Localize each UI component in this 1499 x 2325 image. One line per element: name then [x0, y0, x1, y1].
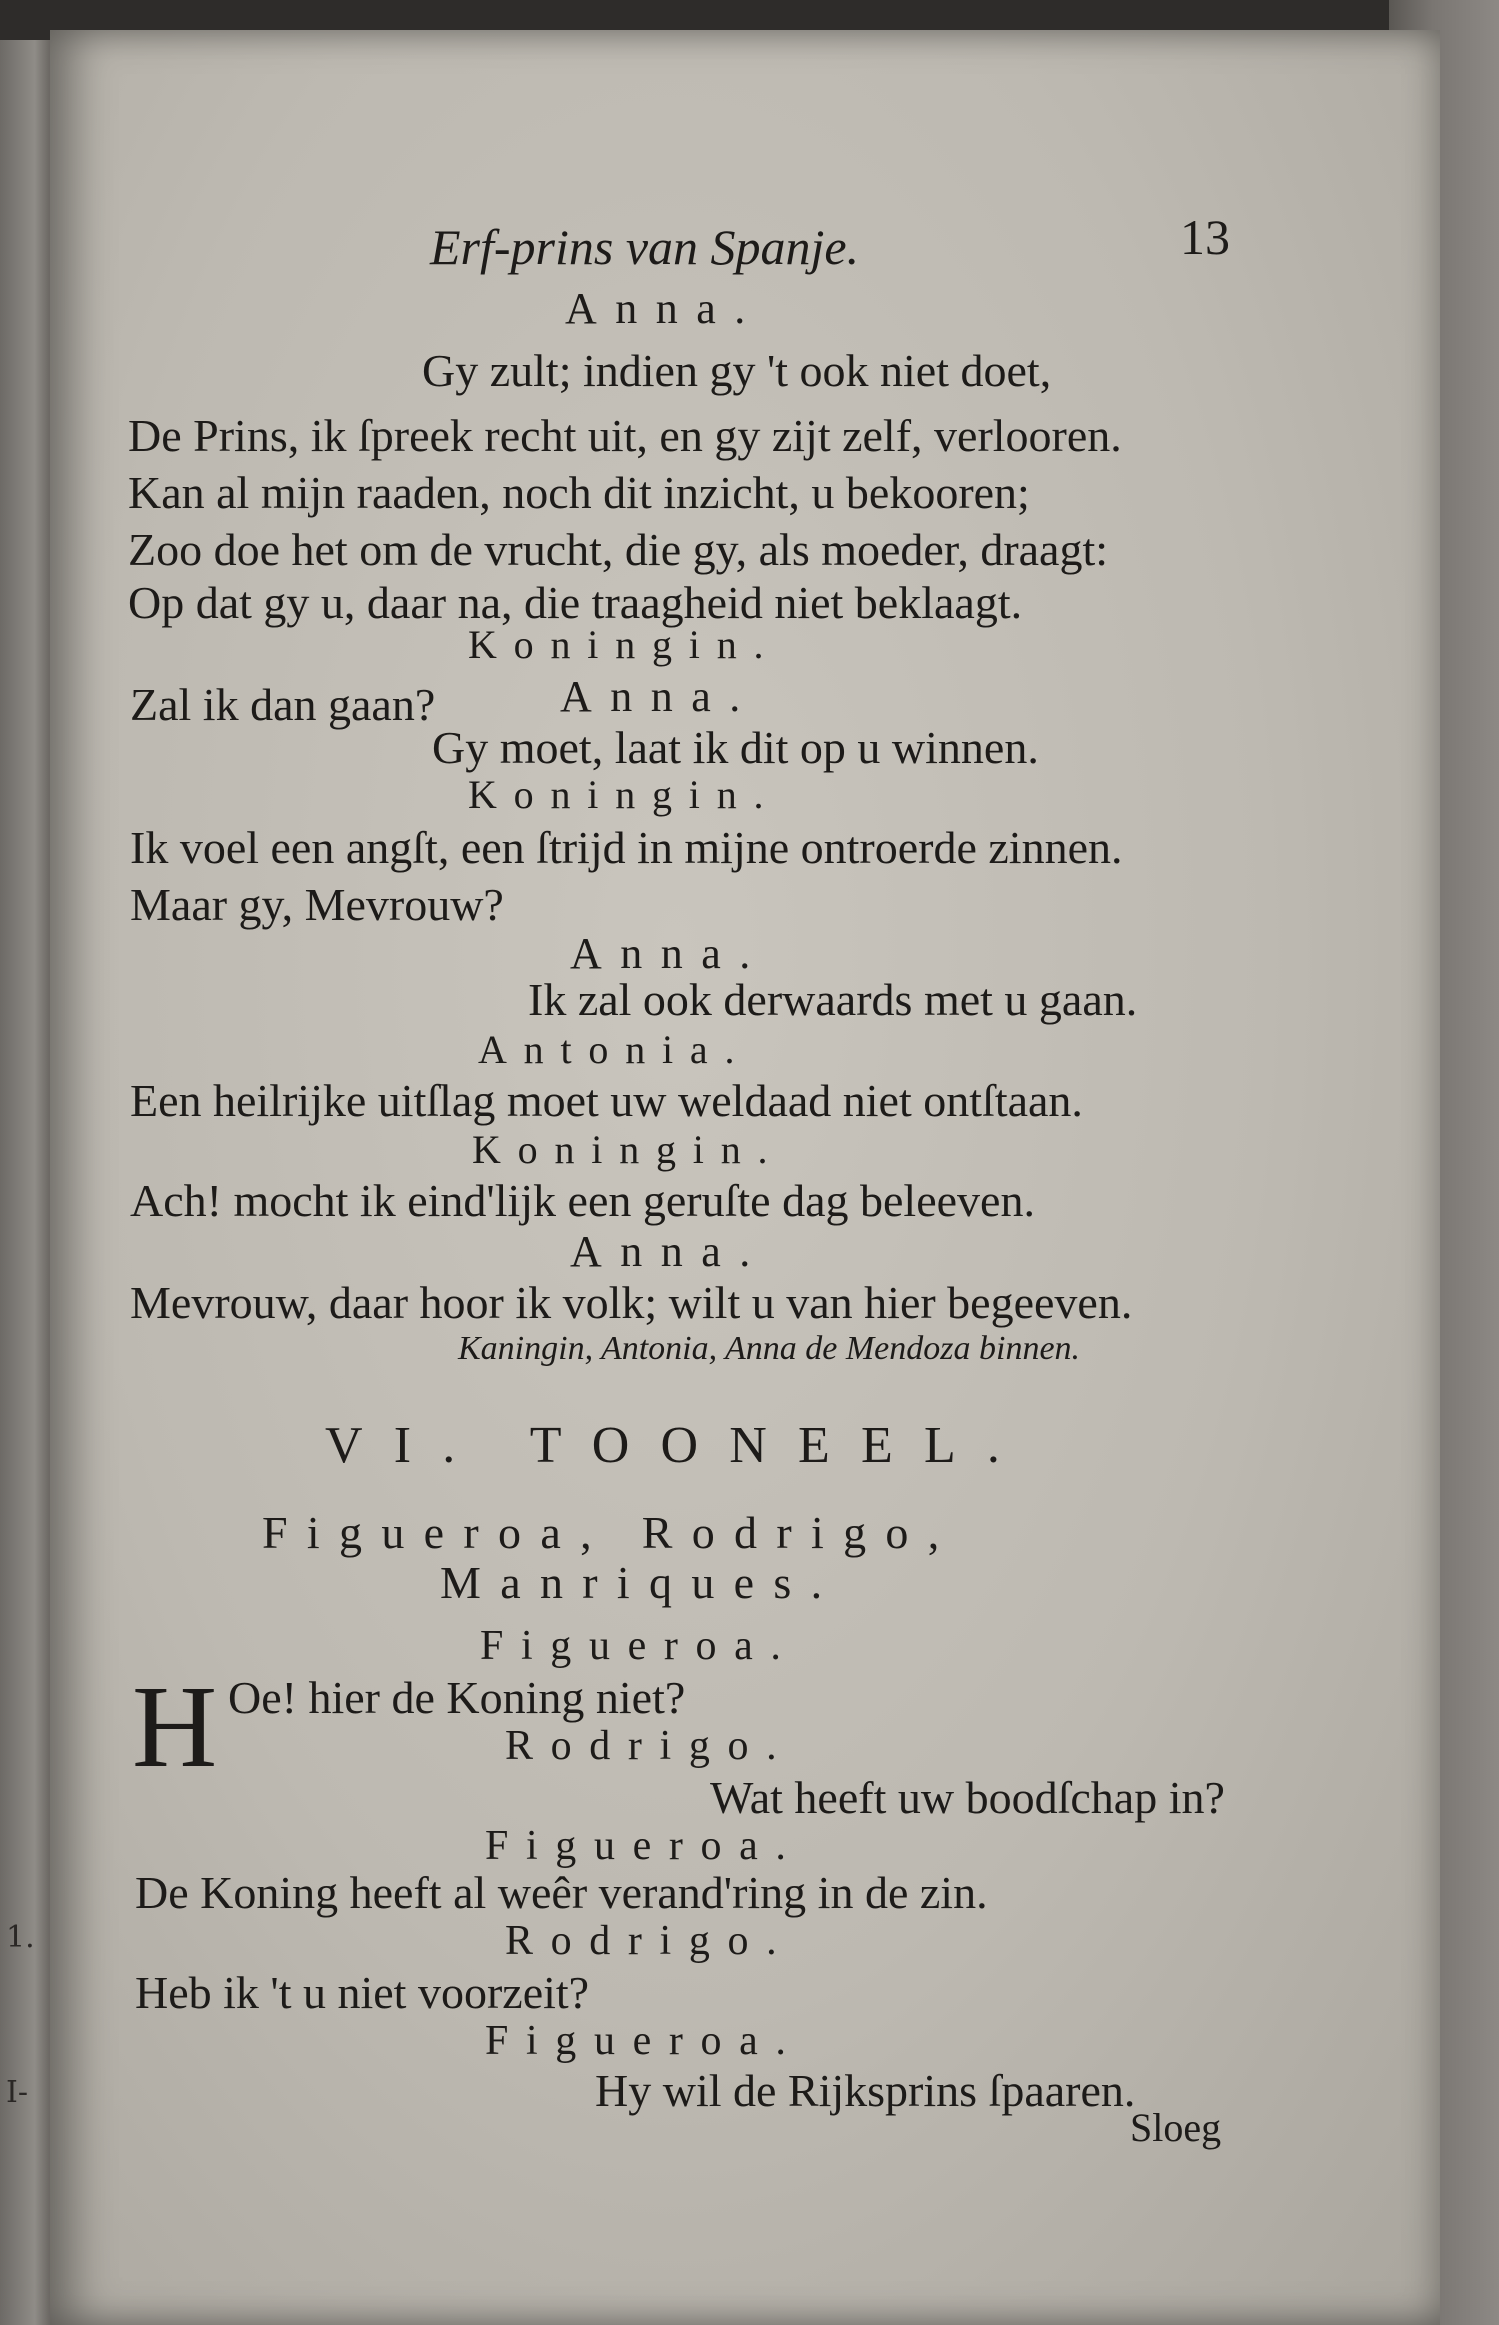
verse-line: Maar gy, Mevrouw? — [130, 879, 504, 930]
verse-line: Ik zal ook derwaards met u gaan. — [528, 974, 1138, 1025]
verse-line: Wat heeft uw boodſchap in? — [710, 1772, 1225, 1823]
speaker-heading: Figueroa. — [485, 2018, 804, 2064]
verse-line: Kan al mijn raaden, noch dit inzicht, u bekooren; — [128, 467, 1030, 518]
speaker-heading: Anna. — [570, 1227, 769, 1276]
verse-line: Ach! mocht ik eind'lijk een geruſte dag beleeven. — [130, 1175, 1035, 1226]
speaker-heading: Anna. — [570, 929, 769, 978]
margin-mark: I- — [6, 2075, 28, 2110]
speaker-heading: Figueroa. — [485, 1823, 804, 1869]
speaker-heading: Koningin. — [468, 772, 781, 817]
verse-line: Hy wil de Rijksprins ſpaaren. — [595, 2065, 1136, 2116]
verse-line: Mevrouw, daar hoor ik volk; wilt u van hier begeeven. — [130, 1277, 1133, 1328]
verse-line: Gy moet, laat ik dit op u winnen. — [432, 722, 1039, 773]
book-page — [50, 30, 1440, 2325]
verse-line: Op dat gy u, daar na, die traagheid niet beklaagt. — [128, 577, 1023, 628]
cast-list: Figueroa, Rodrigo, — [262, 1507, 959, 1558]
verse-line: Oe! hier de Koning niet? — [228, 1672, 686, 1723]
margin-mark: 1. — [6, 1920, 35, 1955]
speaker-heading: Anna. — [565, 284, 764, 333]
verse-line: Een heilrijke uitſlag moet uw weldaad niet ontſtaan. — [130, 1075, 1083, 1126]
cast-list: Manriques. — [440, 1557, 842, 1608]
speaker-heading: Figueroa. — [480, 1623, 799, 1669]
catchword: Sloeg — [1130, 2105, 1222, 2150]
verse-line: De Prins, ik ſpreek recht uit, en gy zijt zelf, verlooren. — [128, 410, 1122, 461]
running-title: Erf-prins van Spanje. — [430, 219, 860, 275]
verse-line: Gy zult; indien gy 't ook niet doet, — [422, 345, 1052, 396]
speaker-heading: Koningin. — [472, 1127, 785, 1172]
page-number: 13 — [1180, 209, 1230, 265]
speaker-heading: Rodrigo. — [505, 1723, 795, 1769]
verse-line: Zal ik dan gaan? — [130, 679, 436, 730]
speaker-heading: Antonia. — [478, 1027, 752, 1072]
drop-cap-letter: H — [132, 1661, 218, 1792]
speaker-heading: Anna. — [560, 672, 759, 721]
verse-line: De Koning heeft al weêr verand'ring in de zin. — [135, 1867, 988, 1918]
scene-heading: VI. TOONEEL. — [325, 1417, 1032, 1474]
verse-line: Zoo doe het om de vrucht, die gy, als moeder, draagt: — [128, 524, 1109, 575]
verse-line: Heb ik 't u niet voorzeit? — [135, 1967, 590, 2018]
verse-line: Ik voel een angſt, een ſtrijd in mijne ontroerde zinnen. — [130, 822, 1123, 873]
speaker-heading: Koningin. — [468, 622, 781, 667]
stage-direction: Kaningin, Antonia, Anna de Mendoza binnen. — [458, 1330, 1081, 1367]
speaker-heading: Rodrigo. — [505, 1918, 795, 1964]
